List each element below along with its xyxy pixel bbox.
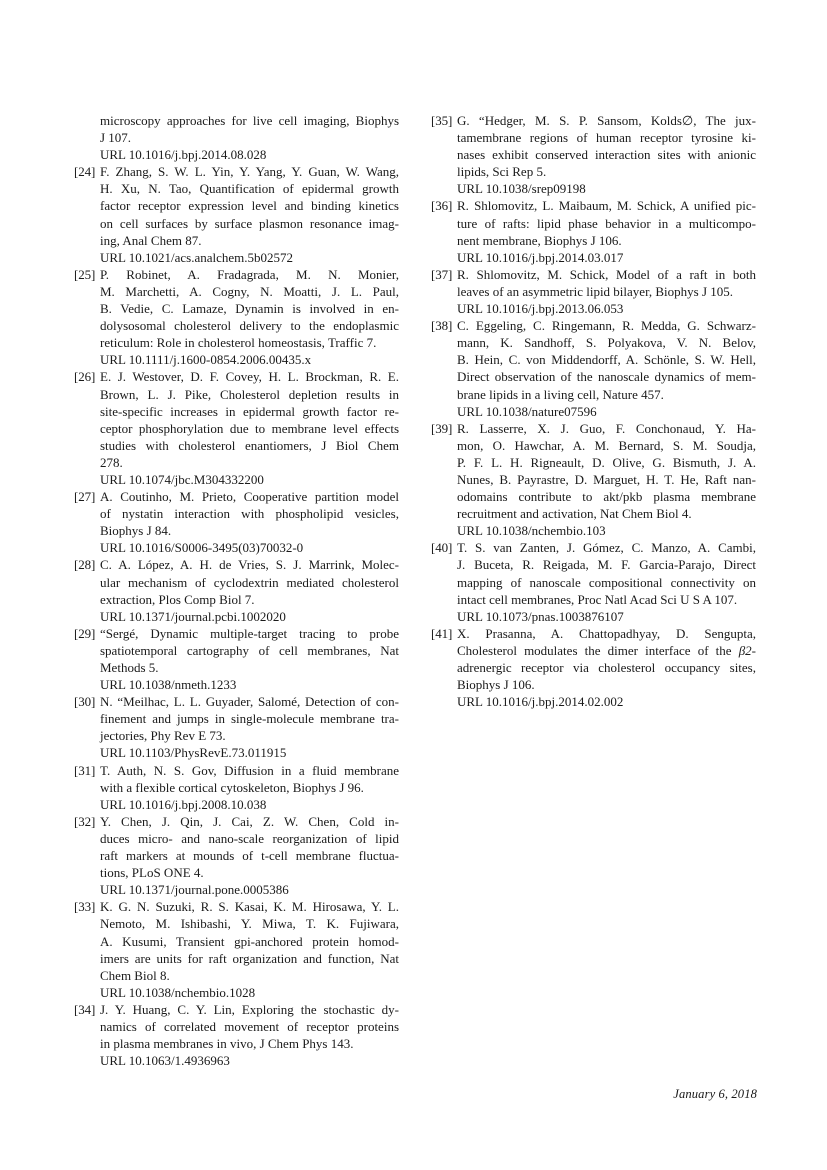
- bib-line: Brown, L. J. Pike, Cholesterol depletion results in: [100, 386, 399, 402]
- bib-line: J. Buceta, R. Reigada, M. F. Garcia-Parajo, Direct: [457, 557, 756, 573]
- bib-line: finement and jumps in single-molecule membrane tra-: [100, 711, 399, 727]
- bib-line: Biophys J 106.: [457, 677, 535, 693]
- bib-line: C. Eggeling, C. Ringemann, R. Medda, G. Schwarz-: [457, 318, 756, 334]
- bib-line: X. Prasanna, A. Chattopadhyay, D. Sengupta,: [457, 625, 756, 641]
- bib-line: of nystatin interaction with phospholipid vesicles,: [100, 506, 399, 522]
- bib-line: Direct observation of the nanoscale dynamics of mem-: [457, 369, 756, 385]
- bib-line: imers are units for raft organization and function, Nat: [100, 950, 399, 966]
- bib-entry-number: [35]: [431, 113, 453, 128]
- bib-entry-url[interactable]: URL 10.1371/journal.pcbi.1002020: [100, 608, 286, 624]
- bib-line: T. S. van Zanten, J. Gómez, C. Manzo, A. Cambi,: [457, 540, 756, 556]
- bib-line: R. Shlomovitz, M. Schick, Model of a raft in both: [457, 266, 756, 282]
- bib-entry-url[interactable]: URL 10.1111/j.1600-0854.2006.00435.x: [100, 352, 312, 368]
- bib-entry: [431, 625, 756, 710]
- bib-entry-url[interactable]: URL 10.1063/1.4936963: [100, 1053, 230, 1069]
- two-column-layout: [74, 112, 756, 1069]
- bib-line: P. F. L. H. Rigneault, D. Olive, G. Bismuth, J. A.: [457, 454, 756, 470]
- bib-line: R. Lasserre, X. J. Guo, F. Conchonaud, Y. Ha-: [457, 420, 756, 436]
- bib-line: Nemoto, M. Ishibashi, Y. Miwa, T. K. Fujiwara,: [100, 916, 399, 932]
- bib-line: ceptor phosphorylation due to membrane level effects: [100, 420, 399, 436]
- bib-line: site-specific increases in epidermal growth factor re-: [100, 403, 399, 419]
- bib-entry-number: [38]: [431, 318, 453, 334]
- bib-entry-url[interactable]: URL 10.1038/nchembio.1028: [100, 984, 256, 1000]
- bib-entry-number: [36]: [431, 198, 453, 214]
- bib-line: K. G. N. Suzuki, R. S. Kasai, K. M. Hirosawa, Y. L.: [100, 899, 399, 915]
- bib-entry: [74, 556, 399, 624]
- bib-line: adrenergic receptor via cholesterol occupancy sites,: [457, 660, 756, 675]
- bib-entry-url[interactable]: URL 10.1038/nature07596: [457, 403, 597, 419]
- bib-line: jectories, Phy Rev E 73.: [100, 728, 226, 744]
- bib-entry-number: [40]: [431, 540, 453, 556]
- bib-entry-url[interactable]: URL 10.1074/jbc.M304332200: [100, 471, 264, 487]
- bib-entry: [74, 693, 399, 761]
- bib-line: T. Auth, N. S. Gov, Diffusion in a fluid membrane: [100, 762, 399, 778]
- bib-line: mann, K. Sandhoff, S. Polyakova, V. N. Belov,: [457, 335, 756, 351]
- bib-line: with a flexible cortical cytoskeleton, Biophys J 96.: [100, 779, 364, 795]
- bib-entry-number: [27]: [74, 489, 96, 505]
- bib-line: tamembrane regions of human receptor tyrosine ki-: [457, 130, 756, 146]
- bib-entry-number: [24]: [74, 164, 96, 180]
- bib-entry: [431, 112, 756, 197]
- bib-entry-number: [39]: [431, 420, 453, 436]
- math-italic-token: β2-: [738, 642, 756, 658]
- bib-line: A. Kusumi, Transient gpi-anchored protein homod-: [100, 933, 399, 949]
- bib-line: G. “Hedger, M. S. P. Sansom, Kolds∅, The jux-: [457, 113, 756, 128]
- bib-entry-text: [100, 625, 399, 693]
- bib-line: 278.: [100, 454, 123, 470]
- bib-line: odomains contribute to akt/pkb plasma membrane: [457, 489, 756, 505]
- bib-line: Y. Chen, J. Qin, J. Cai, Z. W. Chen, Cold in-: [100, 813, 399, 829]
- bib-entry-text: [100, 898, 399, 1001]
- bib-line: P. Robinet, A. Fradagrada, M. N. Monier,: [100, 266, 399, 282]
- bib-entry-url[interactable]: URL 10.1021/acs.analchem.5b02572: [100, 249, 294, 265]
- bib-line: intact cell membranes, Proc Natl Acad Sci U S A 107.: [457, 591, 738, 607]
- bib-line: ing, Anal Chem 87.: [100, 232, 202, 248]
- bib-entry-url[interactable]: URL 10.1038/srep09198: [457, 181, 586, 197]
- bib-line: reticulum: Role in cholesterol homeostasis, Traffic 7.: [100, 335, 377, 351]
- bib-line: N. “Meilhac, L. L. Guyader, Salomé, Detection of con-: [100, 694, 399, 710]
- bib-entry-text: [457, 197, 756, 265]
- bib-entry-url[interactable]: URL 10.1016/j.bpj.2014.03.017: [457, 249, 624, 265]
- bib-line: dolysosomal cholesterol delivery to the endoplasmic: [100, 318, 399, 334]
- bib-entry: [74, 625, 399, 693]
- bib-line: raft markers at mounds of t-cell membrane fluctua-: [100, 848, 399, 864]
- left-column: [74, 112, 399, 1069]
- bib-line: R. Shlomovitz, L. Maibaum, M. Schick, A unified pic-: [457, 198, 756, 214]
- bib-entry: [431, 197, 756, 265]
- bib-entry-text: [100, 556, 399, 624]
- bib-entry: [74, 762, 399, 813]
- bib-line: H. Xu, N. Tao, Quantification of epidermal growth: [100, 181, 399, 197]
- bib-line: M. Marchetti, A. Cogny, N. Moatti, J. L. Paul,: [100, 283, 399, 299]
- bib-line: namics of correlated movement of receptor proteins: [100, 1018, 399, 1034]
- bib-line: extraction, Plos Comp Biol 7.: [100, 591, 255, 607]
- bib-entry-text: [100, 488, 399, 556]
- bib-line: Cholesterol modulates the dimer interface of the β2-: [457, 642, 756, 658]
- bib-line: spatiotemporal cartography of cell membranes, Nat: [100, 642, 399, 658]
- bib-entry: [431, 317, 756, 420]
- bib-entry: [74, 488, 399, 556]
- bib-line: J 107.: [100, 130, 132, 146]
- bib-entry-url[interactable]: URL 10.1038/nchembio.103: [457, 523, 606, 539]
- bib-entry-number: [41]: [431, 625, 453, 641]
- bib-entry-text: [100, 1001, 399, 1069]
- bib-entry-number: [29]: [74, 625, 96, 641]
- bib-line: leaves of an asymmetric lipid bilayer, Biophys J 105.: [457, 283, 734, 299]
- bib-entry-continuation: [74, 112, 399, 163]
- bib-entry-text: [100, 813, 399, 898]
- bib-line: lipids, Sci Rep 5.: [457, 164, 547, 180]
- bib-line: Nunes, B. Payrastre, D. Marguet, H. T. He, Raft nan-: [457, 471, 756, 487]
- bib-entry-url[interactable]: URL 10.1016/j.bpj.2014.02.002: [457, 694, 624, 710]
- bib-line: microscopy approaches for live cell imaging, Biophys: [100, 113, 399, 128]
- bib-entry-url[interactable]: URL 10.1371/journal.pone.0005386: [100, 882, 289, 898]
- footer-date: January 6, 2018: [673, 1087, 757, 1101]
- bib-line: ture of rafts: lipid phase behavior in a multicompo-: [457, 215, 756, 231]
- bib-entry-text: [457, 625, 756, 710]
- bib-line: on cell surfaces by surface plasmon resonance imag-: [100, 215, 399, 231]
- bib-line: J. Y. Huang, C. Y. Lin, Exploring the stochastic dy-: [100, 1001, 399, 1017]
- bib-entry-url[interactable]: URL 10.1103/PhysRevE.73.011915: [100, 745, 287, 761]
- bib-entry-url[interactable]: URL 10.1016/S0006-3495(03)70032-0: [100, 540, 304, 556]
- bib-entry-text: [457, 266, 756, 317]
- bib-entry-text: [100, 762, 399, 813]
- bib-entry-text: [100, 163, 399, 266]
- bib-line: E. J. Westover, D. F. Covey, H. L. Brockman, R. E.: [100, 369, 399, 385]
- bib-entry-url[interactable]: URL 10.1016/j.bpj.2014.08.028: [100, 147, 267, 163]
- bib-entry-number: [34]: [74, 1001, 96, 1017]
- bib-entry-text: [100, 368, 399, 488]
- bib-line: F. Zhang, S. W. L. Yin, Y. Yang, Y. Guan, W. Wang,: [100, 164, 399, 180]
- bib-line: factor receptor expression level and binding kinetics: [100, 198, 399, 214]
- bib-line: “Sergé, Dynamic multiple-target tracing to probe: [100, 625, 399, 641]
- bib-line: B. Vedie, C. Lamaze, Dynamin is involved in en-: [100, 301, 399, 317]
- bib-line: ular mechanism of cyclodextrin mediated cholesterol: [100, 574, 399, 590]
- bib-entry: [74, 368, 399, 488]
- bib-entry: [74, 266, 399, 369]
- bib-entry: [74, 163, 399, 266]
- bib-line: brane lipids in a living cell, Nature 457.: [457, 386, 664, 402]
- bib-entry-text: [457, 317, 756, 420]
- bib-line: A. Coutinho, M. Prieto, Cooperative partition model: [100, 489, 399, 505]
- bib-line: mapping of nanoscale compositional connectivity on: [457, 574, 756, 590]
- bib-line: recruitment and activation, Nat Chem Biol 4.: [457, 506, 692, 522]
- bib-entry: [74, 898, 399, 1001]
- bib-entry: [431, 420, 756, 540]
- bib-entry-number: [28]: [74, 557, 96, 573]
- bib-entry-number: [31]: [74, 762, 96, 778]
- bib-entry-text: [457, 112, 756, 197]
- bib-line: Biophys J 84.: [100, 523, 172, 539]
- bib-entry-number: [26]: [74, 369, 96, 385]
- bib-line: Methods 5.: [100, 660, 159, 675]
- bib-entry: [431, 266, 756, 317]
- bib-entry-url[interactable]: URL 10.1016/j.bpj.2013.06.053: [457, 301, 624, 317]
- bib-entry-url[interactable]: URL 10.1038/nmeth.1233: [100, 677, 237, 693]
- bib-entry-url[interactable]: URL 10.1016/j.bpj.2008.10.038: [100, 796, 267, 812]
- bib-entry: [74, 813, 399, 898]
- bib-line: studies with cholesterol enantiomers, J Biol Chem: [100, 437, 399, 453]
- bib-line: mon, O. Hawchar, A. M. Bernard, S. M. Soudja,: [457, 437, 756, 453]
- bib-line: nases exhibit conserved interaction sites with anionic: [457, 147, 756, 163]
- bib-entry-text: [100, 693, 399, 761]
- bib-line: C. A. López, A. H. de Vries, S. J. Marrink, Molec-: [100, 557, 399, 573]
- bib-entry: [74, 1001, 399, 1069]
- bib-entry: [431, 539, 756, 624]
- bib-line: tions, PLoS ONE 4.: [100, 865, 204, 881]
- bib-line: in plasma membranes in vivo, J Chem Phys 143.: [100, 1036, 354, 1052]
- bib-entry-number: [30]: [74, 694, 96, 710]
- bib-line: nent membrane, Biophys J 106.: [457, 232, 622, 248]
- bib-entry-text: [100, 266, 399, 369]
- bib-entry-number: [33]: [74, 899, 96, 915]
- bib-entry-url[interactable]: URL 10.1073/pnas.1003876107: [457, 608, 624, 624]
- bib-entry-text: [457, 539, 756, 624]
- bib-entry-number: [25]: [74, 266, 96, 282]
- bib-entry-number: [32]: [74, 813, 96, 829]
- bib-line: Chem Biol 8.: [100, 967, 170, 983]
- right-column: [431, 112, 756, 1069]
- bib-line: B. Hein, C. von Middendorff, A. Schönle, S. W. Hell,: [457, 352, 756, 368]
- bib-entry-text: [100, 112, 399, 163]
- bib-entry-text: [457, 420, 756, 540]
- bib-line: duces micro- and nano-scale reorganization of lipid: [100, 830, 399, 846]
- bib-entry-number: [37]: [431, 266, 453, 282]
